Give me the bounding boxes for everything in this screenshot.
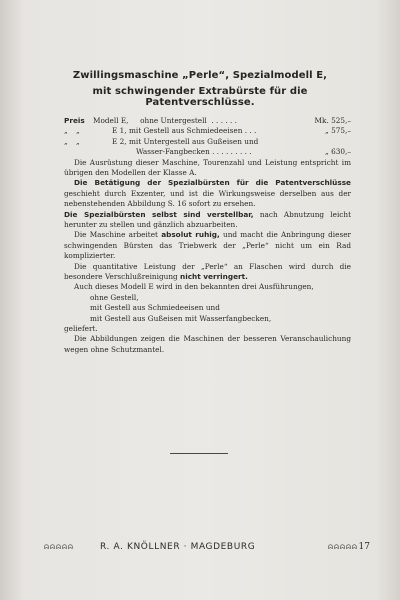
price-currency: „ xyxy=(324,147,329,157)
separator-rule xyxy=(170,453,228,454)
heading-line-2: mit schwingender Extrabürste für die Patentverschlüsse. xyxy=(92,86,308,108)
paragraph: Die Ausrüstung dieser Maschine, Tourenzahl und Leistung entspricht im übrigen den Modellen der Klasse A. xyxy=(64,157,351,177)
list-item: ohne Gestell, xyxy=(90,292,139,302)
ornament-icon: ᗣᗣᗣᗣᗣ xyxy=(44,544,74,551)
paragraph: Die Maschine arbeitet absolut ruhig, und macht die Anbringung dieser schwingenden Bürsten das Triebwerk der „Perle“ nicht um ein Rad komplizierter. xyxy=(64,230,351,261)
ditto-mark: „ xyxy=(76,136,80,146)
variant-list xyxy=(64,293,351,324)
ditto-mark: „ xyxy=(76,126,80,136)
paragraph: Die Abbildungen zeigen die Maschinen der besseren Veranschaulichung wegen ohne Schutzmantel. xyxy=(64,334,351,354)
paragraph: Auch dieses Modell E wird in den bekannten drei Ausführungen, xyxy=(74,282,314,292)
price-value: 525,– xyxy=(331,116,351,125)
price-desc: Wasser-Fangbecken xyxy=(136,147,210,157)
list-item: mit Gestell aus Gußeisen mit Wasserfangbecken, xyxy=(90,313,272,323)
ditto-mark: „ xyxy=(64,136,68,146)
paragraph: Die quantitative Leistung der „Perle“ an Flaschen wird durch die besondere Verschlußreinigung nicht verringert. xyxy=(64,261,351,282)
publisher-name: R. A. KNÖLLNER · MAGDEBURG xyxy=(100,542,256,552)
price-dots: . . . xyxy=(244,126,257,136)
price-value: 575,– xyxy=(331,126,351,136)
ditto-mark: „ xyxy=(64,126,68,136)
price-model: E 1, xyxy=(112,126,127,136)
price-row xyxy=(64,126,351,136)
price-dots: . . . . . . xyxy=(211,116,237,125)
paragraph: Die Spezialbürsten selbst sind verstellbar, nach Abnutzung leicht herunter zu stellen und gänzlich abzuarbeiten. xyxy=(64,209,352,229)
paragraph: geliefert. xyxy=(64,324,98,334)
price-desc: ohne Untergestell xyxy=(140,116,207,125)
price-desc: mit Untergestell aus Gußeisen und xyxy=(128,136,259,146)
price-label: Preis xyxy=(64,116,85,125)
price-row xyxy=(64,116,351,126)
price-model: Modell E, xyxy=(93,116,129,125)
page-footer xyxy=(36,542,370,556)
price-row xyxy=(64,147,351,157)
list-item: mit Gestell aus Schmiedeeisen und xyxy=(90,303,220,313)
body-text xyxy=(64,116,351,355)
paragraph: Die Betätigung der Spezialbürsten für die Patentverschlüsse geschieht durch Exzenter, und ist die Wirkungsweise derselben aus der nebenstehenden Abbildung S. 16 sofort zu ersehen. xyxy=(64,178,351,209)
page-number: 17 xyxy=(358,542,370,552)
price-dots: . . . . . . . . . xyxy=(212,147,252,157)
price-model: E 2, xyxy=(112,136,127,146)
price-value: 630,– xyxy=(331,147,351,157)
heading-line-1: Zwillingsmaschine „Perle“, Spezialmodell E, xyxy=(72,70,328,81)
price-row xyxy=(64,137,351,147)
ornament-icon: ᗣᗣᗣᗣᗣ xyxy=(328,544,358,551)
price-desc: mit Gestell aus Schmiedeeisen xyxy=(128,126,243,136)
price-currency: „ xyxy=(324,126,329,136)
price-currency: Mk. xyxy=(314,116,329,125)
